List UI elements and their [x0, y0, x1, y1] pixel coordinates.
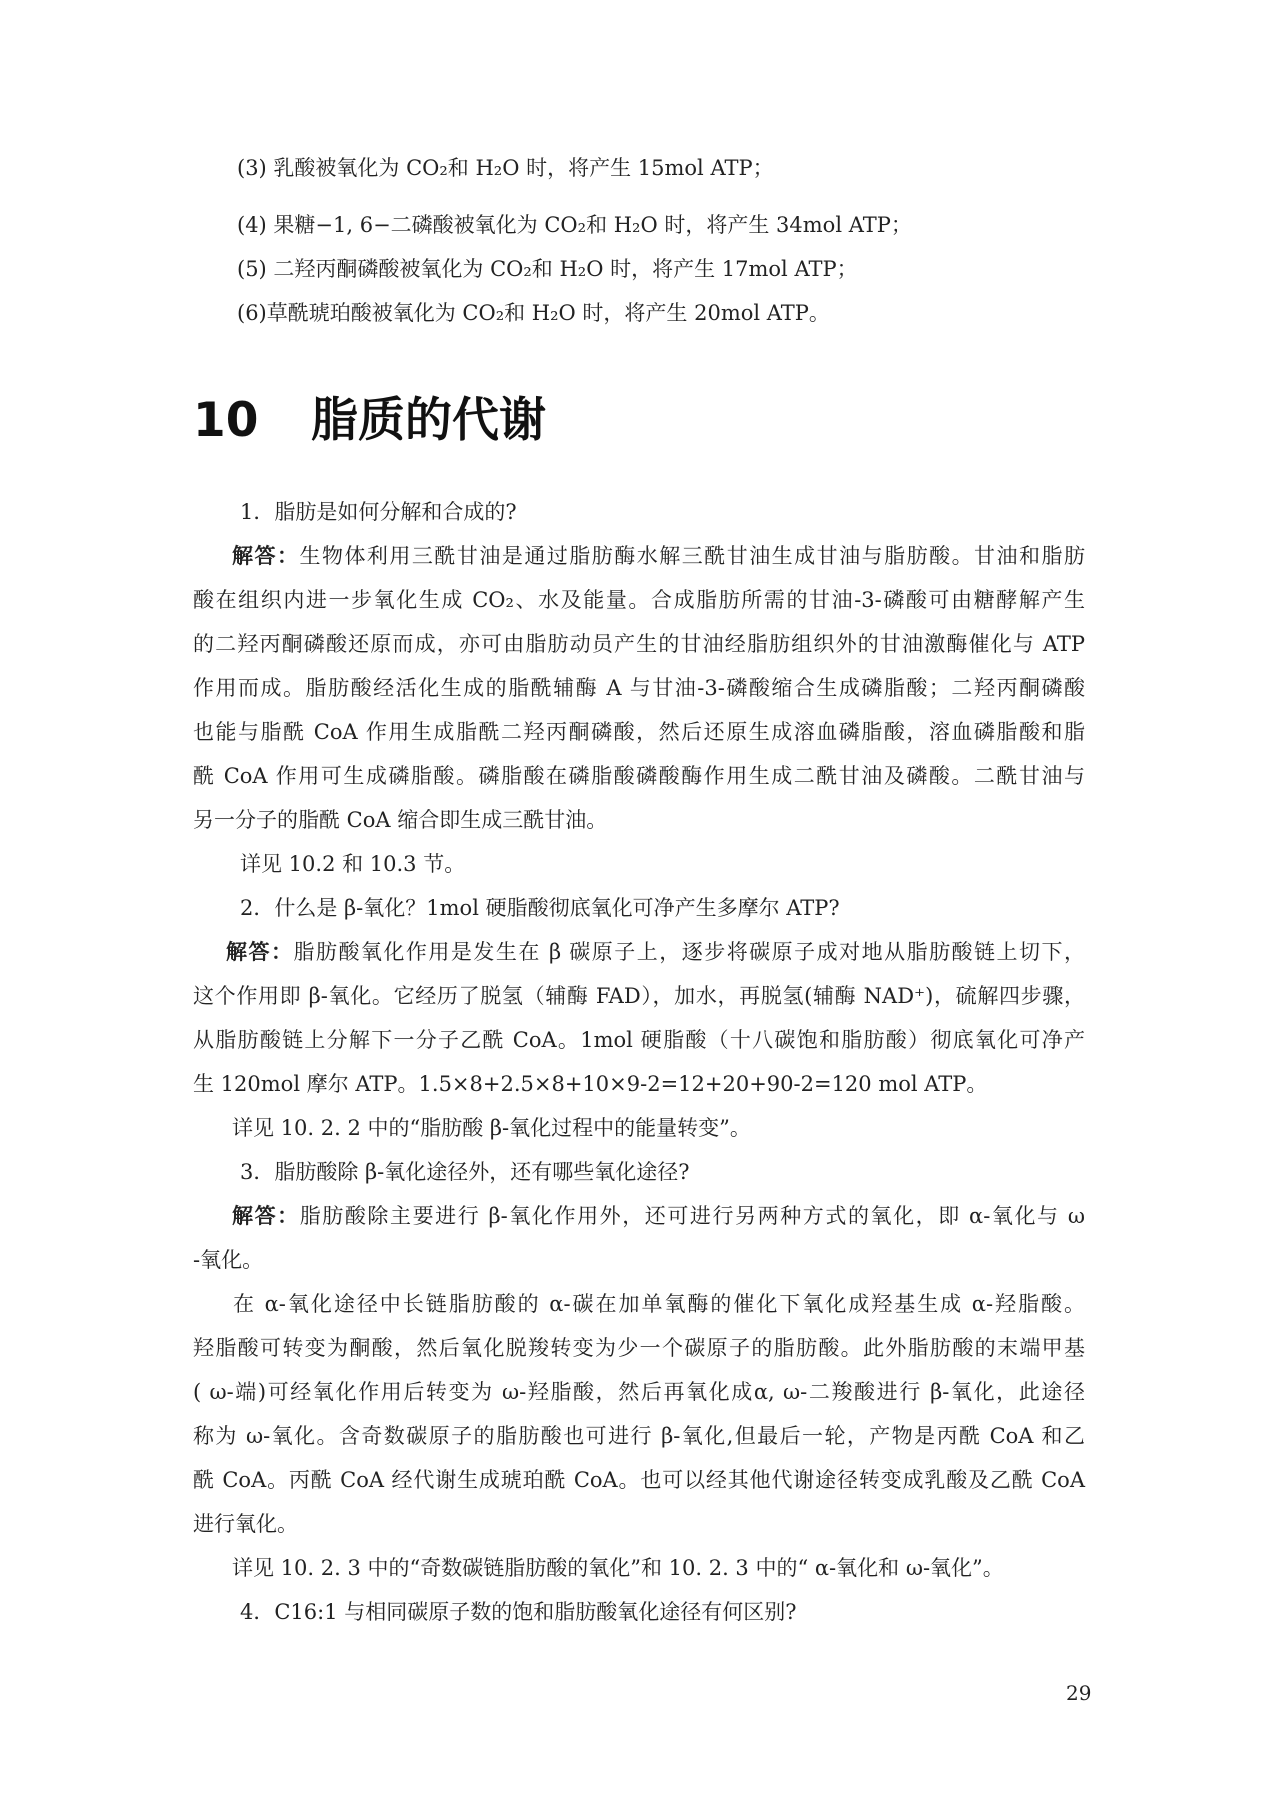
list-item-5: (5) 二羟丙酮磷酸被氧化为 CO₂和 H₂O 时，将产生 17mol ATP；	[237, 257, 858, 281]
answer-1-line-6: 酰 CoA 作用可生成磷脂酸。磷脂酸在磷脂酸磷酸酶作用生成二酰甘油及磷酸。二酰甘油与	[193, 764, 1085, 788]
answer-2-line-3: 从脂肪酸链上分解下一分子乙酰 CoA。1mol 硬脂酸（十八碳饱和脂肪酸）彻底氧化可净产	[193, 1028, 1085, 1052]
list-item-6: (6)草酰琥珀酸被氧化为 CO₂和 H₂O 时，将产生 20mol ATP。	[237, 301, 830, 325]
answer-1-line-3: 的二羟丙酮磷酸还原而成，亦可由脂肪动员产生的甘油经脂肪组织外的甘油激酶催化与 ATP	[193, 632, 1085, 656]
chapter-number: 10	[193, 393, 259, 448]
answer-3-line-2: -氧化。	[193, 1248, 264, 1272]
question-2: 2．什么是 β-氧化？1mol 硬脂酸彻底氧化可净产生多摩尔 ATP?	[240, 896, 840, 920]
answer-2-line-4: 生 120mol 摩尔 ATP。1.5×8+2.5×8+10×9-2=12+20+90-2=120 mol ATP。	[193, 1072, 988, 1096]
list-item-4: (4) 果糖−1, 6−二磷酸被氧化为 CO₂和 H₂O 时，将产生 34mol ATP；	[237, 213, 912, 237]
chapter-heading	[193, 386, 546, 456]
answer-1-line-5: 也能与脂酰 CoA 作用生成脂酰二羟丙酮磷酸，然后还原生成溶血磷脂酸，溶血磷脂酸和脂	[193, 720, 1085, 744]
question-4: 4．C16:1 与相同碳原子数的饱和脂肪酸氧化途径有何区别?	[240, 1600, 797, 1624]
answer-label: 解答：	[226, 939, 294, 964]
see-reference-1: 详见 10.2 和 10.3 节。	[240, 852, 466, 876]
answer-1-line-4: 作用而成。脂肪酸经活化生成的脂酰辅酶 A 与甘油-3-磷酸缩合生成磷脂酸；二羟丙酮磷酸	[193, 676, 1085, 700]
answer-2-line-2: 这个作用即 β-氧化。它经历了脱氢（辅酶 FAD），加水，再脱氢(辅酶 NAD⁺)，硫解四步骤，	[193, 984, 1085, 1008]
answer-3-para-line-4: 称为 ω-氧化。含奇数碳原子的脂肪酸也可进行 β-氧化,但最后一轮，产物是丙酰 CoA 和乙	[193, 1424, 1085, 1448]
answer-label: 解答：	[232, 1203, 300, 1228]
see-reference-3: 详见 10. 2. 3 中的“奇数碳链脂肪酸的氧化”和 10. 2. 3 中的“ α-氧化和 ω-氧化”。	[232, 1556, 1004, 1580]
answer-3-para-line-1: 在 α-氧化途径中长链脂肪酸的 α-碳在加单氧酶的催化下氧化成羟基生成 α-羟脂酸。	[233, 1292, 1085, 1316]
answer-3-para-line-2: 羟脂酸可转变为酮酸，然后氧化脱羧转变为少一个碳原子的脂肪酸。此外脂肪酸的末端甲基	[193, 1336, 1085, 1360]
answer-3-para-line-6: 进行氧化。	[193, 1512, 298, 1536]
question-1: 1．脂肪是如何分解和合成的?	[240, 500, 517, 524]
answer-2-line-1: 解答：脂肪酸氧化作用是发生在 β 碳原子上，逐步将碳原子成对地从脂肪酸链上切下，	[226, 939, 1085, 964]
list-item-3: (3) 乳酸被氧化为 CO₂和 H₂O 时，将产生 15mol ATP；	[237, 156, 774, 180]
answer-label: 解答：	[232, 543, 300, 568]
question-3: 3．脂肪酸除 β-氧化途径外，还有哪些氧化途径?	[240, 1160, 690, 1184]
answer-3-line-1: 解答：脂肪酸除主要进行 β-氧化作用外，还可进行另两种方式的氧化，即 α-氧化与 ω	[232, 1203, 1085, 1228]
answer-1-line-2: 酸在组织内进一步氧化生成 CO₂、水及能量。合成脂肪所需的甘油-3-磷酸可由糖酵解产生	[193, 588, 1085, 612]
chapter-title: 脂质的代谢	[311, 393, 546, 448]
answer-1-line-7: 另一分子的脂酰 CoA 缩合即生成三酰甘油。	[193, 808, 608, 832]
see-reference-2: 详见 10. 2. 2 中的“脂肪酸 β-氧化过程中的能量转变”。	[232, 1116, 751, 1140]
answer-3-para-line-5: 酰 CoA。丙酰 CoA 经代谢生成琥珀酰 CoA。也可以经其他代谢途径转变成乳酸及乙酰 CoA	[193, 1468, 1085, 1492]
page-number: 29	[1066, 1681, 1092, 1705]
answer-3-para-line-3: ( ω-端)可经氧化作用后转变为 ω-羟脂酸，然后再氧化成α, ω-二羧酸进行 β-氧化，此途径	[193, 1380, 1085, 1404]
answer-1-line-1: 解答：生物体利用三酰甘油是通过脂肪酶水解三酰甘油生成甘油与脂肪酸。甘油和脂肪	[232, 543, 1086, 568]
